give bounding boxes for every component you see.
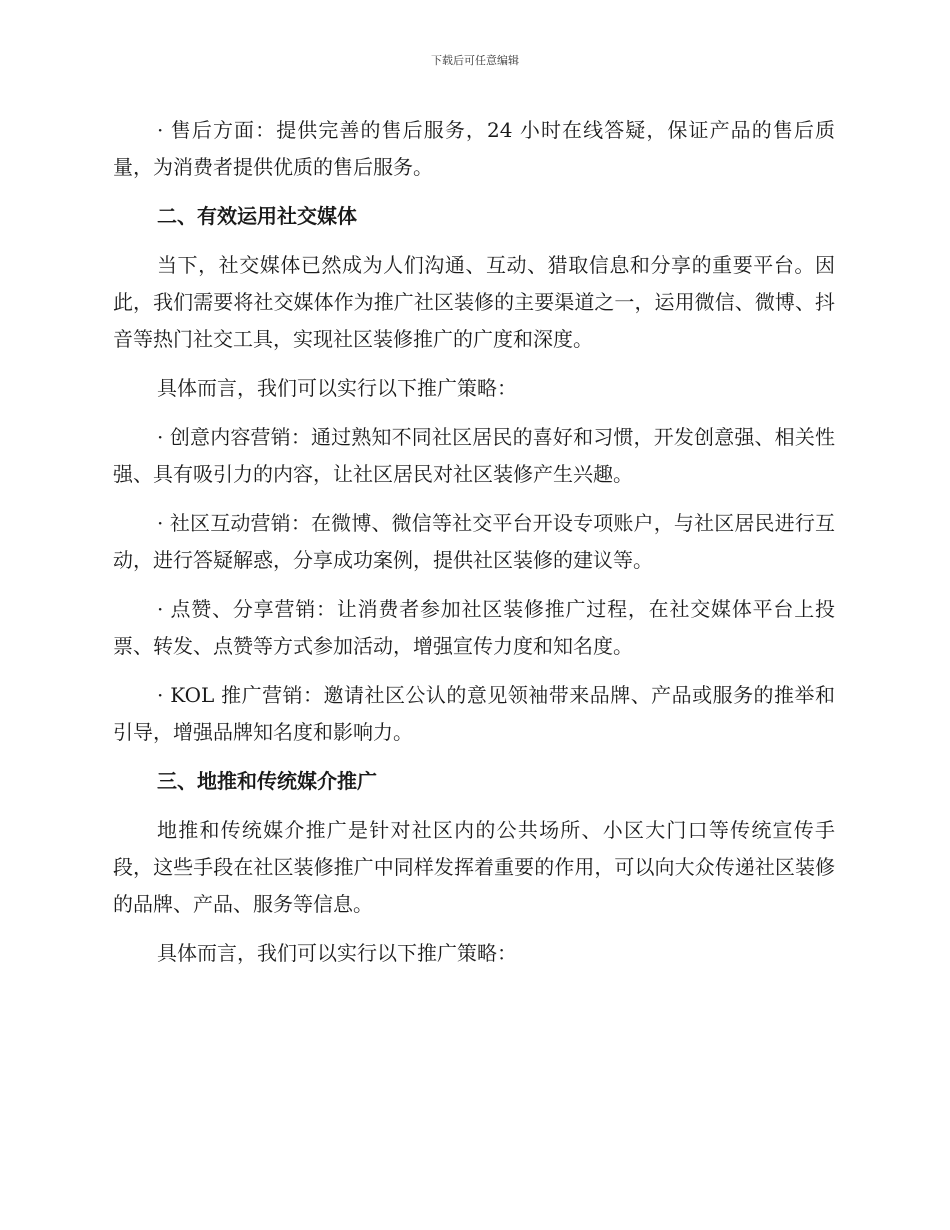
paragraph-strategy-lead-2: 具体而言，我们可以实行以下推广策略： xyxy=(157,941,517,965)
document-body xyxy=(113,112,835,984)
paragraph-strategy-lead: 具体而言，我们可以实行以下推广策略： xyxy=(157,376,517,400)
paragraph-community-interaction: · 社区互动营销：在微博、微信等社交平台开设专项账户，与社区居民进行互动，进行答疑解惑，分享成功案例，提供社区装修的建议等。 xyxy=(113,511,835,572)
paragraph-offline-intro: 地推和传统媒介推广是针对社区内的公共场所、小区大门口等传统宣传手段，这些手段在社区装修推广中同样发挥着重要的作用，可以向大众传递社区装修的品牌、产品、服务等信息。 xyxy=(113,818,835,916)
paragraph-creative-content: · 创意内容营销：通过熟知不同社区居民的喜好和习惯，开发创意强、相关性强、具有吸引力的内容，让社区居民对社区装修产生兴趣。 xyxy=(113,425,835,486)
page-header: 下载后可任意编辑 xyxy=(431,54,519,67)
paragraph-social-media-intro: 当下，社交媒体已然成为人们沟通、互动、猎取信息和分享的重要平台。因此，我们需要将社交媒体作为推广社区装修的主要渠道之一，运用微信、微博、抖音等热门社交工具，实现社区装修推广的广度和深度。 xyxy=(113,253,835,351)
paragraph-kol: · KOL 推广营销：邀请社区公认的意见领袖带来品牌、产品或服务的推举和引导，增强品牌知名度和影响力。 xyxy=(113,683,835,744)
paragraph-after-sales: · 售后方面：提供完善的售后服务，24 小时在线答疑，保证产品的售后质量，为消费者提供优质的售后服务。 xyxy=(113,118,835,179)
section-heading-social-media: 二、有效运用社交媒体 xyxy=(157,204,357,228)
section-heading-offline-media: 三、地推和传统媒介推广 xyxy=(157,769,377,793)
paragraph-like-share: · 点赞、分享营销：让消费者参加社区装修推广过程，在社交媒体平台上投票、转发、点赞等方式参加活动，增强宣传力度和知名度。 xyxy=(113,597,835,658)
